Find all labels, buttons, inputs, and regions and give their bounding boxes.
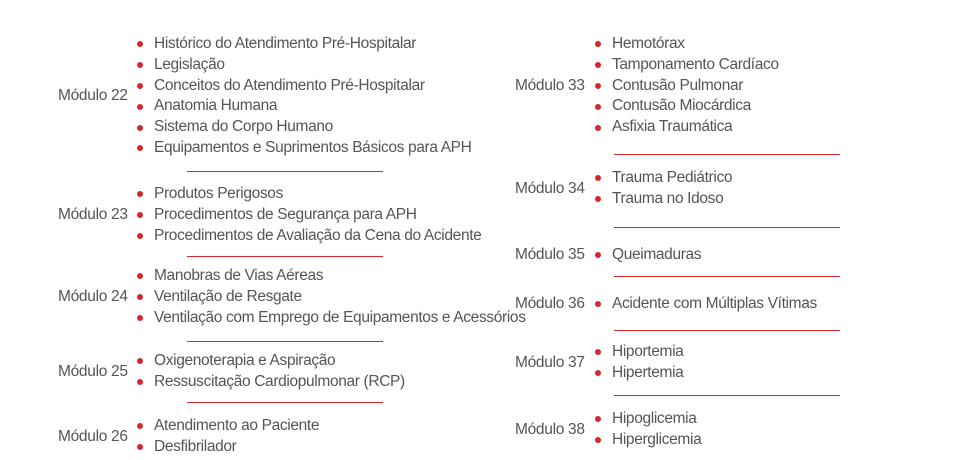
topic-text: Hemotórax	[612, 35, 685, 52]
topic-item	[137, 372, 405, 393]
topic-item	[137, 226, 481, 247]
topic-text: Procedimentos de Segurança para APH	[154, 205, 417, 223]
topic-text: Asfixia Traumática	[612, 118, 733, 136]
topic-item	[595, 76, 779, 97]
bullet-icon	[137, 444, 143, 450]
bullet-icon	[137, 233, 143, 239]
bullet-icon	[137, 62, 143, 68]
topic-text: Hipertemia	[612, 363, 684, 381]
module-topic-list	[137, 351, 405, 393]
module-topic-list	[137, 266, 526, 328]
bullet-icon	[137, 145, 143, 151]
topic-item	[137, 55, 472, 76]
topic-item	[137, 34, 472, 55]
bullet-icon	[595, 252, 601, 258]
module-label: Módulo 38	[515, 420, 585, 438]
module-topic-list	[595, 342, 683, 384]
module-topic-list	[595, 245, 701, 266]
topic-item	[137, 117, 472, 138]
topic-text: Ventilação de Resgate	[154, 287, 302, 305]
bullet-icon	[137, 212, 143, 218]
topic-text: Atendimento ao Paciente	[154, 417, 320, 434]
topic-item	[137, 184, 481, 205]
bullet-icon	[137, 104, 143, 110]
bullet-icon	[595, 437, 601, 443]
topic-item	[595, 342, 683, 363]
topic-item	[595, 430, 701, 451]
topic-text: Manobras de Vias Aéreas	[154, 267, 324, 284]
topic-item	[137, 308, 526, 329]
bullet-icon	[595, 62, 601, 68]
module-label: Módulo 33	[515, 77, 585, 94]
module-divider	[614, 154, 840, 155]
topic-text: Tamponamento Cardíaco	[612, 55, 779, 73]
topic-item	[595, 96, 779, 117]
topic-text: Conceitos do Atendimento Pré-Hospitalar	[154, 76, 425, 94]
module-topic-list	[595, 34, 779, 138]
bullet-icon	[595, 175, 601, 181]
module-divider	[614, 276, 840, 277]
topic-text: Procedimentos de Avaliação da Cena do Acidente	[154, 226, 482, 244]
bullet-icon	[137, 125, 143, 131]
bullet-icon	[595, 301, 601, 307]
topic-text: Hiportemia	[612, 343, 684, 360]
module-label: Módulo 24	[58, 288, 128, 306]
topic-item	[137, 437, 319, 458]
topic-text: Anatomia Humana	[154, 97, 278, 115]
topic-item	[137, 205, 481, 226]
module-label: Módulo 23	[58, 206, 128, 224]
module-divider	[614, 395, 840, 396]
topic-text: Histórico do Atendimento Pré-Hospitalar	[154, 35, 417, 52]
topic-item	[595, 245, 701, 266]
module-topic-list	[595, 168, 732, 210]
topic-text: Contusão Miocárdica	[612, 97, 751, 115]
bullet-icon	[595, 196, 601, 202]
module-label: Módulo 35	[515, 246, 585, 264]
module-topic-list	[595, 294, 817, 315]
bullet-icon	[137, 379, 143, 385]
topic-text: Oxigenoterapia e Aspiração	[154, 352, 336, 369]
topic-item	[137, 287, 526, 308]
module-topic-list	[595, 409, 701, 451]
topic-text: Hiperglicemia	[612, 430, 702, 448]
module-divider	[187, 256, 383, 257]
topic-text: Trauma Pediátrico	[612, 169, 733, 186]
module-topic-list	[137, 34, 472, 159]
bullet-icon	[595, 349, 601, 355]
module-label: Módulo 37	[515, 353, 585, 371]
bullet-icon	[595, 125, 601, 131]
bullet-icon	[137, 315, 143, 321]
topic-text: Desfibrilador	[154, 437, 237, 455]
topic-item	[595, 34, 779, 55]
topic-item	[137, 76, 472, 97]
bullet-icon	[137, 41, 143, 47]
topic-item	[595, 409, 701, 430]
topic-text: Ressuscitação Cardiopulmonar (RCP)	[154, 372, 405, 390]
bullet-icon	[595, 370, 601, 376]
topic-text: Produtos Perigosos	[154, 185, 283, 202]
topic-item	[137, 351, 405, 372]
module-topic-list	[137, 416, 319, 458]
bullet-icon	[137, 294, 143, 300]
topic-item	[137, 266, 526, 287]
topic-item	[595, 117, 779, 138]
topic-text: Ventilação com Emprego de Equipamentos e Acessórios	[154, 308, 526, 326]
module-topic-list	[137, 184, 481, 246]
module-divider	[614, 330, 840, 331]
bullet-icon	[595, 416, 601, 422]
module-label: Módulo 22	[58, 87, 128, 105]
module-divider	[187, 341, 383, 342]
topic-text: Queimaduras	[612, 246, 702, 263]
bullet-icon	[137, 423, 143, 429]
topic-text: Equipamentos e Suprimentos Básicos para APH	[154, 138, 472, 156]
bullet-icon	[137, 273, 143, 279]
topic-text: Trauma no Idoso	[612, 189, 724, 207]
topic-text: Acidente com Múltiplas Vítimas	[612, 295, 817, 312]
bullet-icon	[595, 83, 601, 89]
module-label: Módulo 36	[515, 295, 585, 313]
topic-text: Legislação	[154, 55, 225, 73]
topic-item	[595, 363, 683, 384]
module-label: Módulo 26	[58, 427, 128, 445]
topic-text: Contusão Pulmonar	[612, 76, 744, 94]
topic-item	[137, 96, 472, 117]
topic-item	[137, 138, 472, 159]
bullet-icon	[137, 83, 143, 89]
module-divider	[614, 227, 840, 228]
module-divider	[187, 402, 383, 403]
bullet-icon	[595, 104, 601, 110]
topic-item	[595, 294, 817, 315]
module-label: Módulo 34	[515, 179, 585, 197]
topic-item	[595, 189, 732, 210]
topic-item	[595, 55, 779, 76]
module-divider	[187, 171, 383, 172]
topic-item	[595, 168, 732, 189]
topic-item	[137, 416, 319, 437]
module-label: Módulo 25	[58, 362, 128, 380]
topic-text: Hipoglicemia	[612, 410, 697, 427]
topic-text: Sistema do Corpo Humano	[154, 118, 333, 136]
bullet-icon	[137, 358, 143, 364]
bullet-icon	[595, 41, 601, 47]
bullet-icon	[137, 191, 143, 197]
